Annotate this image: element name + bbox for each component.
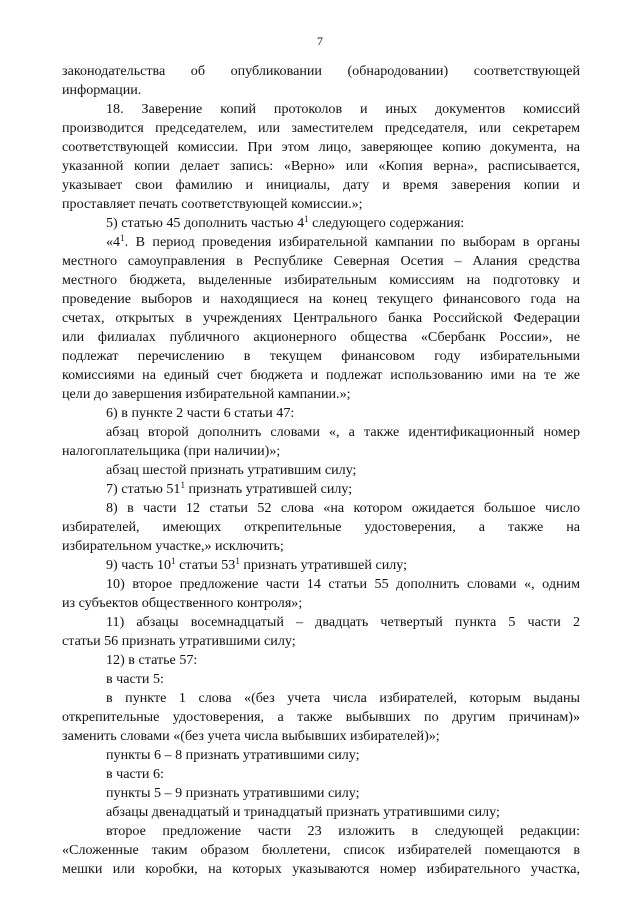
text-line [62, 518, 580, 537]
text-line [62, 157, 580, 176]
line-text: мешки или коробки, на которых указываются номер избирательного участка, [62, 861, 580, 877]
text-line [62, 651, 580, 670]
line-text: избирателей, имеющих открепительные удостоверения, а также на [62, 519, 580, 535]
superscript: 1 [304, 214, 309, 224]
text-line [62, 860, 580, 879]
line-text: соответствующей комиссии. При этом лицо, заверяющее копию документа, на [62, 139, 580, 155]
text-line [62, 62, 580, 81]
text-line [62, 195, 580, 214]
line-text: «4 [106, 234, 121, 250]
line-text: абзацы двенадцатый и тринадцатый признать утратившими силу; [106, 804, 500, 820]
text-line [62, 214, 580, 233]
line-text: пункты 6 – 8 признать утратившими силу; [106, 747, 360, 763]
line-text: 5) статью 45 дополнить частью 4 [106, 215, 305, 231]
text-line [62, 613, 580, 632]
line-text: информации. [62, 82, 142, 98]
line-text: признать утратившей силу; [239, 557, 408, 573]
text-line [62, 100, 580, 119]
line-text: проведение выборов и находящиеся на конец текущего финансового года на [62, 291, 580, 307]
line-text: производится председателем, или заместителем председателя, или секретарем [62, 120, 580, 136]
text-line [62, 385, 580, 404]
page-number: 7 [317, 34, 323, 48]
line-text: законодательства об опубликовании (обнародовании) соответствующей [62, 63, 580, 79]
text-line [62, 670, 580, 689]
text-line [62, 480, 580, 499]
line-text: указывает свои фамилию и инициалы, дату и время заверения копии и [62, 177, 580, 193]
document-body [62, 62, 580, 879]
line-text: абзац второй дополнить словами «, а также идентификационный номер [106, 424, 580, 440]
superscript: 1 [180, 480, 185, 490]
line-text: проставляет печать соответствующей комиссии.»; [62, 196, 363, 212]
line-text: «Сложенные таким образом бюллетени, список избирателей помещаются в [62, 842, 580, 858]
line-text: заменить словами «(без учета числа выбывших избирателей)»; [62, 728, 440, 744]
text-line [62, 727, 580, 746]
text-line [62, 746, 580, 765]
line-text: местного самоуправления в Республике Северная Осетия – Алания средства [62, 253, 580, 269]
line-text: пункты 5 – 9 признать утратившими силу; [106, 785, 360, 801]
line-text: в пункте 1 слова «(без учета числа избирателей, которым выданы [106, 690, 580, 706]
text-line [62, 442, 580, 461]
text-line [62, 841, 580, 860]
line-text: 9) часть 10 [106, 557, 172, 573]
superscript: 1 [120, 233, 125, 243]
text-line [62, 461, 580, 480]
line-text: в части 6: [106, 766, 164, 782]
line-text: 10) второе предложение части 14 статьи 55 дополнить словами «, одним [106, 576, 580, 592]
text-line [62, 575, 580, 594]
text-line [62, 537, 580, 556]
line-text: в части 5: [106, 671, 164, 687]
line-text: или филиалах публичного акционерного общества «Сбербанк России», не [62, 329, 580, 345]
line-text: 18. Заверение копий протоколов и иных документов комиссий [106, 101, 580, 117]
line-text: избирательном участке,» исключить; [62, 538, 284, 554]
line-text: 11) абзацы восемнадцатый – двадцать четвертый пункта 5 части 2 [106, 614, 580, 630]
text-line [62, 233, 580, 252]
text-line [62, 309, 580, 328]
line-text: подлежат перечислению в текущем финансовом году избирательными [62, 348, 580, 364]
line-text: из субъектов общественного контроля»; [62, 595, 303, 611]
text-line [62, 556, 580, 575]
text-line [62, 499, 580, 518]
text-line [62, 119, 580, 138]
line-text: статьи 56 признать утратившими силу; [62, 633, 296, 649]
text-line [62, 347, 580, 366]
text-line [62, 328, 580, 347]
line-text: счетах, открытых в учреждениях Центрального банка Российской Федерации [62, 310, 580, 326]
line-text: второе предложение части 23 изложить в следующей редакции: [106, 823, 580, 839]
text-line [62, 290, 580, 309]
text-line [62, 252, 580, 271]
text-line [62, 138, 580, 157]
line-text: 7) статью 51 [106, 481, 181, 497]
text-line [62, 784, 580, 803]
text-line [62, 423, 580, 442]
line-text: открепительные удостоверения, а также выбывших по другим причинам)» [62, 709, 580, 725]
text-line [62, 765, 580, 784]
text-line [62, 689, 580, 708]
text-line [62, 822, 580, 841]
superscript: 1 [235, 556, 240, 566]
line-text: признать утратившей силу; [184, 481, 353, 497]
line-text: комиссиями на единый счет бюджета и подлежат использованию ими на те же [62, 367, 580, 383]
text-line [62, 81, 580, 100]
line-text: 8) в части 12 статьи 52 слова «на котором ожидается большое число [106, 500, 580, 516]
text-line [62, 803, 580, 822]
superscript: 1 [171, 556, 176, 566]
line-text: абзац шестой признать утратившим силу; [106, 462, 357, 478]
text-line [62, 271, 580, 290]
text-line [62, 708, 580, 727]
line-text: 6) в пункте 2 части 6 статьи 47: [106, 405, 295, 421]
line-text: цели до завершения избирательной кампании.»; [62, 386, 351, 402]
line-text: местного бюджета, выделенные избирательным комиссиям на подготовку и [62, 272, 580, 288]
text-line [62, 594, 580, 613]
line-text: 12) в статье 57: [106, 652, 198, 668]
text-line [62, 366, 580, 385]
line-text: налогоплательщика (при наличии)»; [62, 443, 281, 459]
line-text: следующего содержания: [308, 215, 465, 231]
line-text: . В период проведения избирательной кампании по выборам в органы [124, 234, 580, 250]
text-line [62, 632, 580, 651]
line-text: статьи 53 [175, 557, 236, 573]
line-text: указанной копии делает запись: «Верно» или «Копия верна», расписывается, [62, 158, 580, 174]
text-line [62, 176, 580, 195]
text-line [62, 404, 580, 423]
